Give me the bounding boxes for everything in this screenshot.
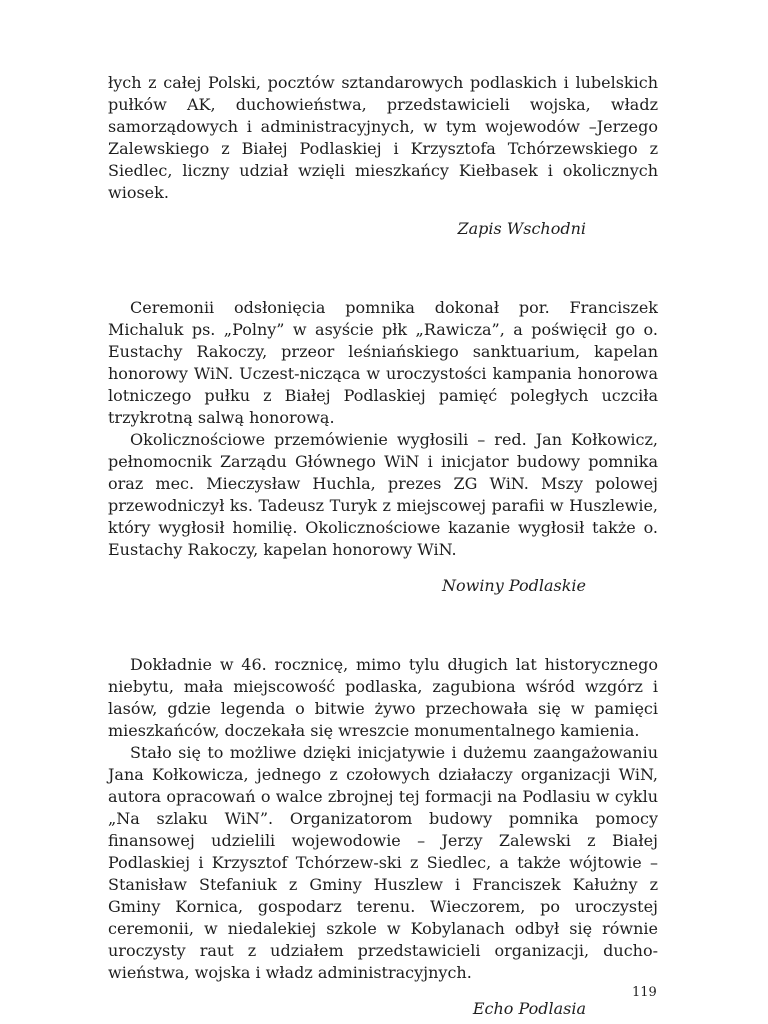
paragraph: Dokładnie w 46. rocznicę, mimo tylu długich lat historycznego niebytu, mała miejscowość podlaska, zagubiona wśród wzgórz i lasów, gdzie legenda o bitwie żywo przechowała się w pamięci mieszkańców, doczekała się wreszcie monumentalnego kamienia. <box>108 655 658 740</box>
document-page <box>108 72 658 1020</box>
paragraph: Ceremonii odsłonięcia pomnika dokonał por. Franciszek Michaluk ps. „Polny” w asyście płk „Rawicza”, a poświęcił go o. Eustachy Rakoczy, przeor leśniańskiego sanktuarium, kapelan honorowy WiN. Uczest-nicząca w uroczystości kampania honorowa lotniczego pułku z Białej Podlaskiej pamięć poległych uczciła trzykrotną salwą honorową. <box>108 298 658 427</box>
page-number: 119 <box>632 985 657 1000</box>
paragraph: Stało się to możliwe dzięki inicjatywie i dużemu zaangażowaniu Jana Kołkowicza, jednego z czołowych działaczy organizacji WiN, autora opracowań o walce zbrojnej tej formacji na Podlasiu w cyklu „Na szlaku WiN”. Organizatorom budowy pomnika pomocy finansowej udzielili wojewodowie – Jerzy Zalewski z Białej Podlaskiej i Krzysztof Tchórzew-ski z Siedlec, a także wójtowie – Stanisław Stefaniuk z Gminy Huszlew i Franciszek Kałużny z Gminy Kornica, gospodarz terenu. Wieczorem, po uroczystej ceremonii, w niedalekiej szkole w Kobylanach odbył się równie uroczysty raut z udziałem przedstawicieli organizacji, ducho-wieństwa, wojska i władz administracyjnych. <box>108 743 658 982</box>
source-attribution: Zapis Wschodni <box>457 219 586 238</box>
source-attribution: Nowiny Podlaskie <box>441 576 586 595</box>
source-attribution: Echo Podlasia <box>472 999 586 1018</box>
paragraph: Okolicznościowe przemówienie wygłosili – red. Jan Kołkowicz, pełnomocnik Zarządu Głównego WiN i inicjator budowy pomnika oraz mec. Mieczysław Huchla, prezes ZG WiN. Mszy polowej przewodniczył ks. Tadeusz Turyk z miejscowej parafii w Huszlewie, który wygłosił homilię. Okolicznościowe kazanie wygłosił także o. Eustachy Rakoczy, kapelan honorowy WiN. <box>108 430 658 559</box>
paragraph: łych z całej Polski, pocztów sztandarowych podlaskich i lubelskich pułków AK, duchowieństwa, przedstawicieli wojska, władz samorządowych i administracyjnych, w tym wojewodów –Jerzego Zalewskiego z Białej Podlaskiej i Krzysztofa Tchórzewskiego z Siedlec, liczny udział wzięli mieszkańcy Kiełbasek i okolicznych wiosek. <box>108 73 658 202</box>
article-excerpt-1 <box>108 72 658 240</box>
article-excerpt-2 <box>108 297 658 597</box>
article-excerpt-3 <box>108 654 658 1020</box>
